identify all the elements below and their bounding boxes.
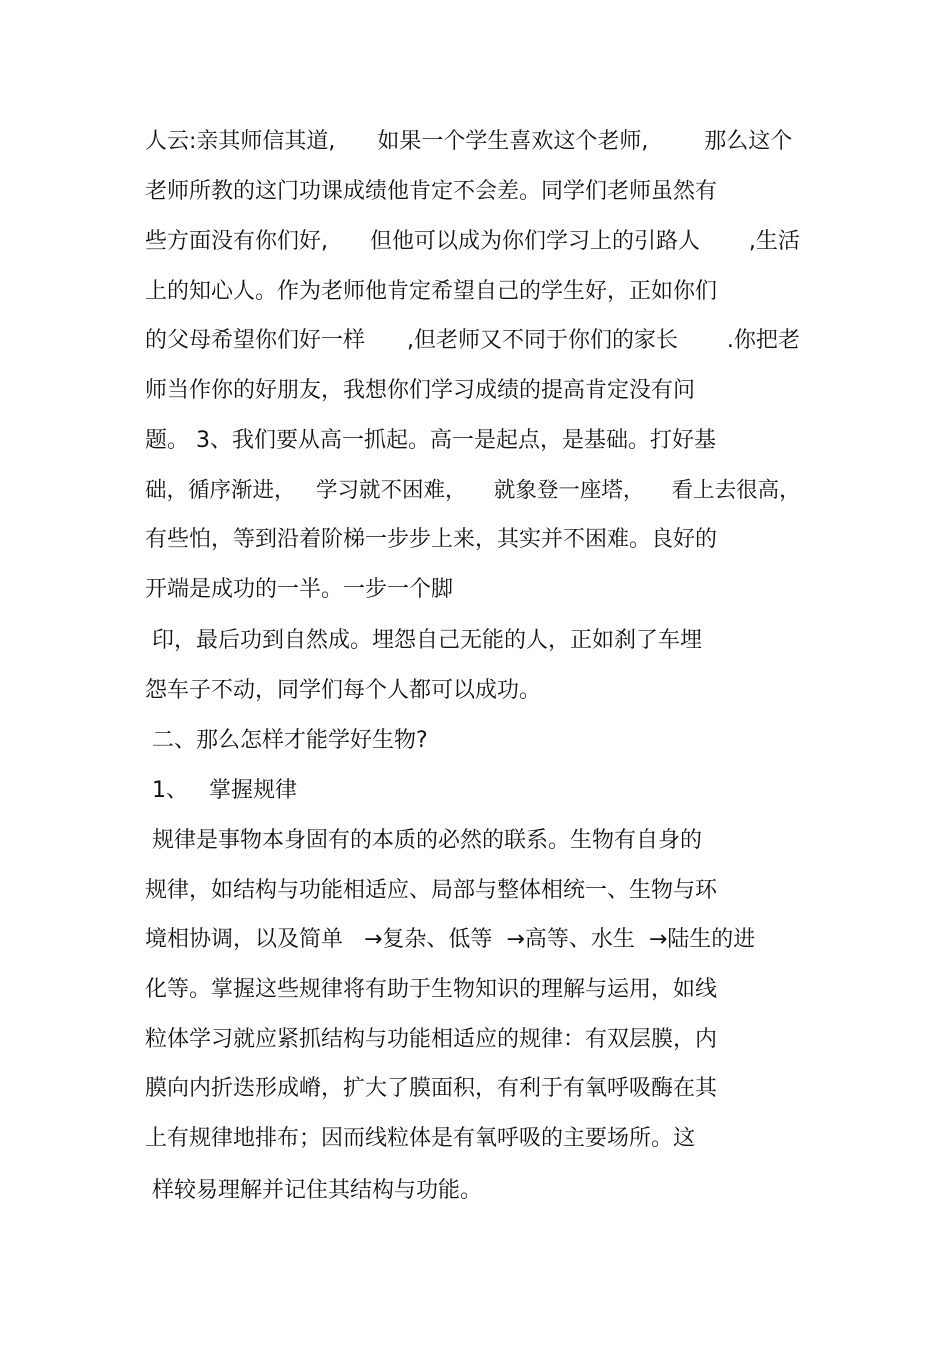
subsection-heading: 1、 掌握规律 [145,778,297,803]
text-line: 老师所教的这门功课成绩他肯定不会差。同学们老师虽然有 [145,179,718,204]
text-line: 上有规律地排布；因而线粒体是有氧呼吸的主要场所。这 [145,1126,696,1151]
text-line: 人云:亲其师信其道, 如果一个学生喜欢这个老师, 那么这个 [145,129,793,154]
text-line: 规律，如结构与功能相适应、局部与整体相统一、生物与环 [145,878,718,903]
text-line: 怨车子不动，同学们每个人都可以成功。 [145,678,542,703]
text-line: 粒体学习就应紧抓结构与功能相适应的规律：有双层膜，内 [145,1027,718,1052]
text-line: 化等。掌握这些规律将有助于生物知识的理解与运用，如线 [145,977,718,1002]
text-line: 规律是事物本身固有的本质的必然的联系。生物有自身的 [145,828,702,853]
text-line: 开端是成功的一半。一步一个脚 [145,577,454,602]
text-line: 上的知心人。作为老师他肯定希望自己的学生好，正如你们 [145,279,718,304]
section-heading: 二、那么怎样才能学好生物? [145,728,428,753]
text-line: 础，循序渐进， 学习就不困难， 就象登一座塔， 看上去很高， [145,478,801,503]
text-line: 印，最后功到自然成。埋怨自己无能的人，正如刹了车埋 [145,628,702,653]
text-line: 境相协调，以及简单 →复杂、低等 →高等、水生 →陆生的进 [145,927,756,952]
text-line: 有些怕，等到沿着阶梯一步步上来，其实并不困难。良好的 [145,527,718,552]
text-line: 题。 3、我们要从高一抓起。高一是起点，是基础。打好基 [145,428,716,453]
text-line: 师当作你的好朋友，我想你们学习成绩的提高肯定没有问 [145,378,696,403]
text-line: 些方面没有你们好, 但他可以成为你们学习上的引路人 ,生活 [145,229,800,254]
text-line: 膜向内折迭形成嵴，扩大了膜面积，有利于有氧呼吸酶在其 [145,1076,718,1101]
text-line: 样较易理解并记住其结构与功能。 [145,1178,482,1203]
text-line: 的父母希望你们好一样 ,但老师又不同于你们的家长 .你把老 [145,328,800,353]
